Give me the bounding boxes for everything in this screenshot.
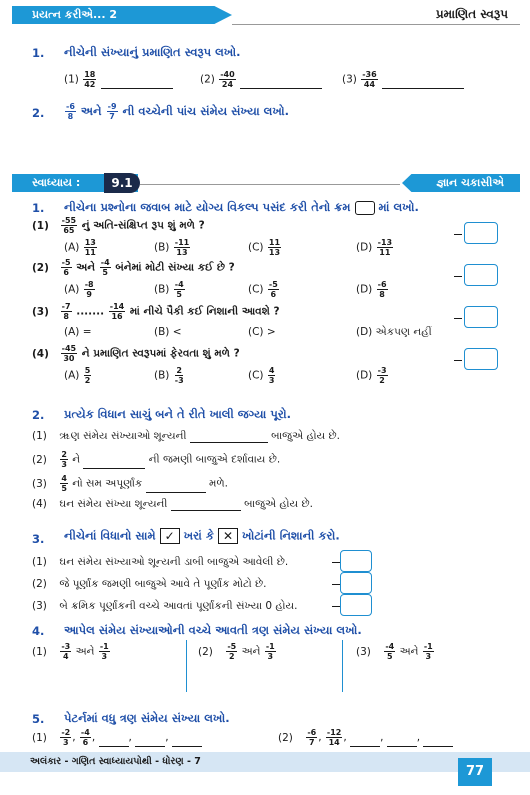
ex-q1-3-option-c[interactable]: (C) >	[248, 326, 276, 338]
ex-q1-4-option-a[interactable]: (A) $\frac{5}{2}$	[64, 366, 91, 385]
answer-box-q1-1[interactable]	[464, 222, 498, 244]
ex-q3-text: નીચેનાં વિધાનો સામે ✓ ખરાં કે ✕ ખોટાંની નિશાની કરો.	[64, 528, 340, 543]
ex-q4-item-2: (2) $\frac{-5}{2}$ અને $\frac{-1}{3}$	[198, 642, 275, 661]
answer-box-q3-2[interactable]	[340, 572, 372, 594]
try-label: પ્રયત્ન કરીએ... 2	[32, 8, 117, 21]
ex-q1-number: 1.	[32, 201, 45, 215]
footer-text: અલંકાર - ગણિત સ્વાધ્યાયપોથી - ધોરણ - 7	[30, 756, 201, 767]
try-q1-number: 1.	[32, 46, 45, 60]
pattern-blank[interactable]	[350, 735, 380, 747]
answer-blank[interactable]	[382, 77, 464, 89]
ex-q1-4-option-d[interactable]: (D) $\frac{-3}{2}$	[356, 366, 387, 385]
fill-blank[interactable]	[171, 499, 241, 511]
try-q1-item-1: (1) $\frac{18}{42}$	[64, 70, 173, 89]
exercise-badge: 9.1	[104, 173, 140, 193]
ex-q4-text: આપેલ સંમેય સંખ્યાઓની વચ્ચે આવતી ત્રણ સંમેય સંખ્યા લખો.	[64, 623, 362, 637]
fill-blank[interactable]	[190, 431, 268, 443]
answer-box-sample	[355, 201, 375, 215]
ex-q3-number: 3.	[32, 532, 45, 546]
pattern-blank[interactable]	[99, 735, 129, 747]
answer-dash	[454, 360, 462, 361]
q4-column-divider	[342, 640, 343, 692]
ex-q4-number: 4.	[32, 624, 45, 638]
ex-q2-text: પ્રત્યેક વિધાન સાચું બને તે રીતે ખાલી જગ્યા પૂરો.	[64, 407, 292, 421]
ex-q5-text: પેટર્નમાં વધુ ત્રણ સંમેય સંખ્યા લખો.	[64, 711, 230, 725]
ex-q2-item-1: (1) ૠણ સંમેય સંખ્યાઓ શૂન્યની બાજુએ હોય છે.	[32, 430, 340, 442]
ex-q2-item-2: (2) $\frac{2}{3}$ ને ની જમણી બાજુએ દર્શાવાય છે.	[32, 450, 281, 469]
ex-q1-1-option-b[interactable]: (B) $\frac{-11}{13}$	[154, 238, 190, 257]
ex-q1-4-option-b[interactable]: (B) $\frac{2}{-3}$	[154, 366, 184, 385]
ex-q1-2-option-d[interactable]: (D) $\frac{-6}{8}$	[356, 280, 387, 299]
pattern-blank[interactable]	[387, 735, 417, 747]
ex-q1-3-option-d[interactable]: (D) એકપણ નહીં	[356, 326, 432, 338]
fill-blank[interactable]	[83, 457, 145, 469]
answer-blank[interactable]	[101, 77, 173, 89]
answer-box-q3-3[interactable]	[340, 594, 372, 616]
ex-q2-item-4: (4) ઘન સંમેય સંખ્યા શૂન્યની બાજુએ હોય છે.	[32, 498, 313, 510]
ex-q4-item-3: (3) $\frac{-4}{5}$ અને $\frac{-1}{3}$	[356, 642, 433, 661]
ex-q1-1-option-a[interactable]: (A) $\frac{13}{11}$	[64, 238, 96, 257]
ex-q4-item-1: (1) $\frac{-3}{4}$ અને $\frac{-1}{3}$	[32, 642, 109, 661]
ex-q1-1-option-d[interactable]: (D) $\frac{-13}{11}$	[356, 238, 393, 257]
try-q1-item-2: (2) $\frac{-40}{24}$	[200, 70, 322, 89]
try-q1-text: નીચેની સંખ્યાનું પ્રમાણિત સ્વરૂપ લખો.	[64, 45, 241, 59]
try-q1-item-3: (3) $\frac{-36}{44}$	[342, 70, 464, 89]
ex-q3-item-2: (2) જે પૂર્ણાંક જમણી બાજુએ આવે તે પૂર્ણાંક મોટો છે.	[32, 578, 267, 590]
ex-q1-item-2: (2) $\frac{-5}{6}$ અને $\frac{-4}{5}$ બંનેમાં મોટી સંખ્યા કઈ છે ?	[32, 258, 235, 277]
answer-dash	[454, 234, 462, 235]
exercise-label: સ્વાધ્યાય :	[32, 176, 81, 189]
pattern-blank[interactable]	[135, 735, 165, 747]
answer-dash	[454, 276, 462, 277]
pattern-blank[interactable]	[172, 735, 202, 747]
answer-dash	[332, 584, 340, 585]
answer-blank[interactable]	[240, 77, 322, 89]
ex-q1-3-option-a[interactable]: (A) =	[64, 326, 92, 338]
ex-q3-item-1: (1) ઘન સંમેય સંખ્યાઓ શૂન્યની ડાબી બાજુએ આવેલી છે.	[32, 556, 289, 568]
ex-q1-2-option-c[interactable]: (C) $\frac{-5}{6}$	[248, 280, 278, 299]
try-q2-number: 2.	[32, 106, 45, 120]
try-q2-text: $\frac{-6}{8}$ અને $\frac{-9}{7}$ ની વચ્ચેની પાંચ સંમેય સંખ્યા લખો.	[66, 102, 290, 121]
tick-icon: ✓	[160, 528, 180, 544]
ex-q5-item-1: (1) $\frac{-2}{3}$ , $\frac{-4}{6}$ , , ,	[32, 728, 202, 747]
ex-q1-text: નીચેના પ્રશ્નોના જવાબ માટે યોગ્ય વિકલ્પ પસંદ કરી તેનો ક્રમ માં લખો.	[64, 200, 419, 214]
cross-icon: ✕	[218, 528, 238, 544]
standard-form-label: પ્રમાણિત સ્વરૂપ	[435, 7, 508, 21]
ex-q1-2-option-a[interactable]: (A) $\frac{-8}{9}$	[64, 280, 94, 299]
ex-q1-1-option-c[interactable]: (C) $\frac{11}{13}$	[248, 238, 281, 257]
exercise-rule	[140, 184, 400, 185]
page-number: 77	[458, 758, 492, 786]
pattern-blank[interactable]	[423, 735, 453, 747]
answer-dash	[454, 318, 462, 319]
answer-dash	[332, 606, 340, 607]
ex-q5-number: 5.	[32, 712, 45, 726]
answer-box-q1-2[interactable]	[464, 264, 498, 286]
ex-q1-4-option-c[interactable]: (C) $\frac{4}{3}$	[248, 366, 275, 385]
ex-q1-3-option-b[interactable]: (B) <	[154, 326, 182, 338]
ex-q2-item-3: (3) $\frac{4}{5}$ નો સમ અપૂર્ણાંક મળે.	[32, 474, 228, 493]
answer-box-q3-1[interactable]	[340, 550, 372, 572]
answer-box-q1-3[interactable]	[464, 306, 498, 328]
ex-q1-item-3: (3) $\frac{-7}{8}$ ....... $\frac{-14}{16}$ માં નીચે પૈકી કઈ નિશાની આવશે ?	[32, 302, 280, 321]
ex-q1-item-4: (4) $\frac{-45}{30}$ ને પ્રમાણિત સ્વરૂપમાં ફેરવતા શું મળે ?	[32, 344, 240, 363]
answer-box-q1-4[interactable]	[464, 348, 498, 370]
ex-q3-item-3: (3) બે ક્રમિક પૂર્ણાંકની વચ્ચે આવતાં પૂર્ણાંકની સંખ્યા 0 હોય.	[32, 600, 298, 612]
header-rule	[232, 24, 520, 25]
q4-column-divider	[186, 640, 187, 692]
check-knowledge-label: જ્ઞાન ચકાસીએ	[436, 176, 504, 189]
ex-q1-item-1: (1) $\frac{-55}{65}$ નું અતિ-સંક્ષિપ્ત રૂપ શું મળે ?	[32, 216, 205, 235]
ex-q2-number: 2.	[32, 408, 45, 422]
fill-blank[interactable]	[146, 481, 206, 493]
answer-dash	[332, 562, 340, 563]
ex-q5-item-2: (2) $\frac{-6}{7}$ , $\frac{-12}{14}$ , , ,	[278, 728, 453, 747]
ex-q1-2-option-b[interactable]: (B) $\frac{-4}{5}$	[154, 280, 184, 299]
